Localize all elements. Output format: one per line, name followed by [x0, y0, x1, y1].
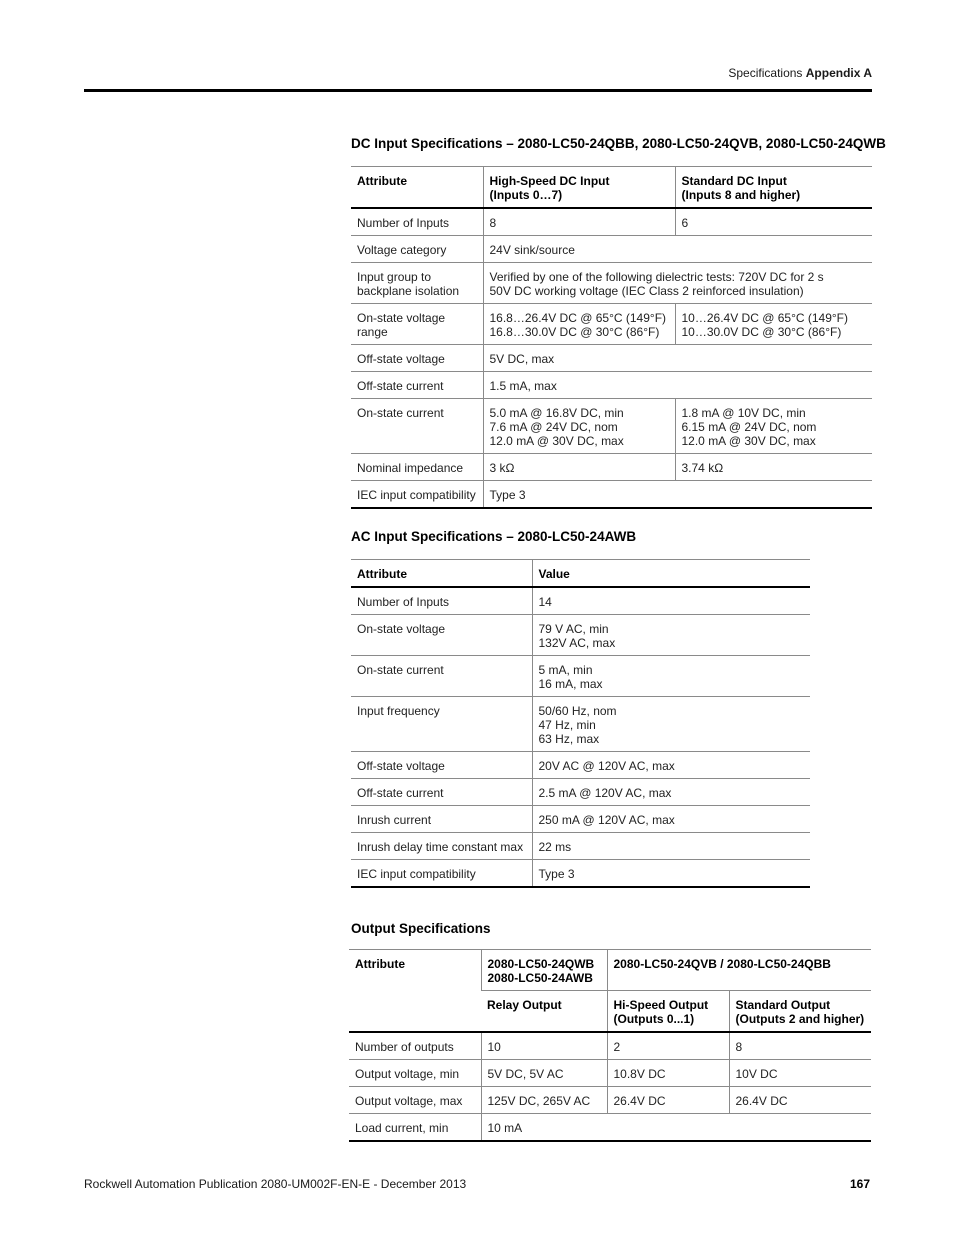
output-header-relay-output	[481, 991, 607, 1033]
table-row	[351, 481, 872, 509]
cell-line: On-state voltage	[357, 622, 446, 636]
cell-line: 20V AC @ 120V AC, max	[538, 759, 675, 773]
attribute-cell	[351, 860, 532, 888]
dc-input-table	[351, 166, 872, 509]
table-row	[349, 1060, 871, 1087]
value-cell	[607, 1032, 729, 1060]
table-row	[351, 454, 872, 481]
cell-line: (Outputs 0...1)	[613, 1012, 695, 1026]
output-header-row-top	[349, 950, 871, 991]
value-cell	[729, 1087, 871, 1114]
cell-line: Output voltage, min	[355, 1067, 460, 1081]
table-row	[351, 304, 872, 345]
cell-line: 10	[487, 1040, 501, 1054]
value-cell	[532, 752, 810, 779]
high-speed-cell	[483, 454, 675, 481]
standard-cell	[675, 304, 872, 345]
cell-line: Hi-Speed Output	[613, 998, 709, 1012]
attribute-cell	[351, 656, 532, 697]
cell-line: Standard Output	[735, 998, 831, 1012]
cell-line: 26.4V DC	[735, 1094, 788, 1108]
attribute-cell	[351, 399, 483, 454]
attribute-cell	[351, 263, 483, 304]
cell-line: 1.5 mA, max	[489, 379, 557, 393]
cell-line: 16.8…26.4V DC @ 65°C (149°F)	[489, 311, 667, 325]
output-header-relay-models	[481, 950, 607, 991]
value-cell	[481, 1114, 871, 1142]
cell-line: 22 ms	[538, 840, 572, 854]
high-speed-cell	[483, 208, 675, 236]
value-cell	[481, 1060, 607, 1087]
value-cell	[481, 1032, 607, 1060]
table-row	[351, 656, 810, 697]
cell-line: (Inputs 8 and higher)	[681, 188, 801, 202]
cell-line: 10…30.0V DC @ 30°C (86°F)	[681, 325, 842, 339]
cell-line: 1.8 mA @ 10V DC, min	[681, 406, 806, 420]
cell-line: 6	[681, 216, 689, 230]
cell-line: 50V DC working voltage (IEC Class 2 reinforced insulation)	[489, 284, 804, 298]
cell-line: Inrush current	[357, 813, 432, 827]
attribute-cell	[351, 454, 483, 481]
table-row	[351, 399, 872, 454]
output-table	[349, 949, 871, 1142]
attribute-cell	[351, 833, 532, 860]
cell-line: backplane isolation	[357, 284, 460, 298]
cell-line: 14	[538, 595, 552, 609]
table-row	[351, 208, 872, 236]
table-row	[349, 1087, 871, 1114]
cell-line: Input frequency	[357, 704, 440, 718]
cell-line: On-state voltage range	[357, 311, 446, 339]
cell-line: (Outputs 2 and higher)	[735, 1012, 865, 1026]
high-speed-cell	[483, 304, 675, 345]
cell-line: On-state current	[357, 406, 444, 420]
value-cell	[532, 833, 810, 860]
cell-line: 47 Hz, min	[538, 718, 596, 732]
cell-line: 2.5 mA @ 120V AC, max	[538, 786, 672, 800]
attribute-cell	[351, 697, 532, 752]
cell-line: Number of Inputs	[357, 216, 450, 230]
cell-line: Type 3	[489, 488, 526, 502]
table-row	[351, 263, 872, 304]
cell-line: Off-state voltage	[357, 352, 445, 366]
cell-line: Off-state current	[357, 379, 444, 393]
value-cell	[532, 779, 810, 806]
value-cell	[481, 1087, 607, 1114]
cell-line: 24V sink/source	[489, 243, 575, 257]
value-cell	[532, 697, 810, 752]
header-section: Specifications	[728, 66, 803, 80]
ac-header-value: Value	[532, 560, 810, 588]
cell-line: Attribute	[357, 174, 407, 188]
attribute-cell	[351, 615, 532, 656]
attribute-cell	[351, 345, 483, 372]
ac-header-attribute: Attribute	[351, 560, 532, 588]
running-header	[728, 66, 872, 80]
cell-line: 5 mA, min	[538, 663, 593, 677]
table-row	[351, 615, 810, 656]
value-cell	[532, 587, 810, 615]
cell-line: 5V DC, 5V AC	[487, 1067, 564, 1081]
cell-line: 10V DC	[735, 1067, 778, 1081]
table-row	[351, 806, 810, 833]
cell-line: 2080-LC50-24QWB	[487, 957, 595, 971]
output-table-title: Output Specifications	[351, 921, 491, 936]
cell-line: Verified by one of the following dielectric tests: 720V DC for 2 s	[489, 270, 824, 284]
cell-line: 63 Hz, max	[538, 732, 600, 746]
cell-line: (Inputs 0…7)	[489, 188, 563, 202]
cell-line: IEC input compatibility	[357, 867, 476, 881]
table-row	[351, 372, 872, 399]
output-header-attribute: Attribute	[349, 950, 481, 1033]
cell-line: Relay Output	[487, 998, 562, 1012]
cell-line: 6.15 mA @ 24V DC, nom	[681, 420, 817, 434]
dc-header-standard	[675, 167, 872, 209]
cell-line: Input group to	[357, 270, 432, 284]
value-cell	[729, 1060, 871, 1087]
cell-line: 50/60 Hz, nom	[538, 704, 617, 718]
cell-line: Output voltage, max	[355, 1094, 463, 1108]
footer-publication: Rockwell Automation Publication 2080-UM002F-EN-E - December 2013	[84, 1177, 467, 1191]
value-cell	[483, 372, 872, 399]
value-cell	[483, 236, 872, 263]
cell-line: On-state current	[357, 663, 444, 677]
cell-line: Off-state voltage	[357, 759, 445, 773]
cell-line: 5V DC, max	[489, 352, 555, 366]
cell-line: 16 mA, max	[538, 677, 603, 691]
table-row	[351, 752, 810, 779]
table-row	[349, 1032, 871, 1060]
attribute-cell	[351, 587, 532, 615]
cell-line: 10 mA	[487, 1121, 523, 1135]
high-speed-cell	[483, 399, 675, 454]
cell-line: Type 3	[538, 867, 575, 881]
ac-table-title: AC Input Specifications – 2080-LC50-24AWB	[351, 529, 637, 544]
cell-line: 16.8…30.0V DC @ 30°C (86°F)	[489, 325, 660, 339]
header-rule	[84, 89, 872, 92]
cell-line: 10.8V DC	[613, 1067, 666, 1081]
attribute-cell	[351, 236, 483, 263]
cell-line: 250 mA @ 120V AC, max	[538, 813, 675, 827]
cell-line: IEC input compatibility	[357, 488, 476, 502]
table-row	[351, 236, 872, 263]
cell-line: High-Speed DC Input	[489, 174, 610, 188]
value-cell	[607, 1060, 729, 1087]
value-cell	[483, 345, 872, 372]
dc-header-row	[351, 167, 872, 209]
table-row	[351, 697, 810, 752]
cell-line: 10…26.4V DC @ 65°C (149°F)	[681, 311, 849, 325]
cell-line: 12.0 mA @ 30V DC, max	[681, 434, 816, 448]
cell-line: 7.6 mA @ 24V DC, nom	[489, 420, 618, 434]
value-cell	[607, 1087, 729, 1114]
cell-line: 8	[489, 216, 497, 230]
attribute-cell	[349, 1032, 481, 1060]
attribute-cell	[351, 752, 532, 779]
output-header-standard-output	[729, 991, 871, 1033]
attribute-cell	[351, 304, 483, 345]
cell-line: 26.4V DC	[613, 1094, 666, 1108]
cell-line: Load current, min	[355, 1121, 449, 1135]
table-row	[351, 779, 810, 806]
value-cell	[532, 656, 810, 697]
dc-table-title: DC Input Specifications – 2080-LC50-24QBB, 2080-LC50-24QVB, 2080-LC50-24QWB	[351, 136, 886, 151]
cell-line: Inrush delay time constant max	[357, 840, 524, 854]
value-cell	[729, 1032, 871, 1060]
cell-line: 12.0 mA @ 30V DC, max	[489, 434, 624, 448]
ac-header-row	[351, 560, 810, 588]
dc-header-attribute	[351, 167, 483, 209]
attribute-cell	[349, 1087, 481, 1114]
cell-line: 3.74 kΩ	[681, 461, 724, 475]
cell-line: Number of outputs	[355, 1040, 454, 1054]
cell-line: 132V AC, max	[538, 636, 616, 650]
cell-line: 5.0 mA @ 16.8V DC, min	[489, 406, 624, 420]
value-cell	[483, 263, 872, 304]
attribute-cell	[351, 208, 483, 236]
cell-line: Voltage category	[357, 243, 447, 257]
value-cell	[483, 481, 872, 509]
cell-line: Off-state current	[357, 786, 444, 800]
cell-line: Nominal impedance	[357, 461, 464, 475]
attribute-cell	[351, 779, 532, 806]
dc-header-high-speed	[483, 167, 675, 209]
output-header-hi-speed-output	[607, 991, 729, 1033]
output-header-dc-models: 2080-LC50-24QVB / 2080-LC50-24QBB	[607, 950, 871, 991]
ac-input-table	[351, 559, 810, 888]
cell-line: 8	[735, 1040, 743, 1054]
table-row	[351, 860, 810, 888]
standard-cell	[675, 208, 872, 236]
table-row	[349, 1114, 871, 1142]
table-row	[351, 587, 810, 615]
attribute-cell	[351, 481, 483, 509]
value-cell	[532, 615, 810, 656]
value-cell	[532, 806, 810, 833]
attribute-cell	[351, 372, 483, 399]
cell-line: 125V DC, 265V AC	[487, 1094, 591, 1108]
value-cell	[532, 860, 810, 888]
standard-cell	[675, 454, 872, 481]
header-appendix: Appendix A	[805, 66, 872, 80]
attribute-cell	[351, 806, 532, 833]
attribute-cell	[349, 1114, 481, 1142]
cell-line: 2080-LC50-24AWB	[487, 971, 593, 985]
cell-line: Number of Inputs	[357, 595, 450, 609]
cell-line: 3 kΩ	[489, 461, 515, 475]
page-number: 167	[849, 1177, 870, 1191]
cell-line: Standard DC Input	[681, 174, 787, 188]
standard-cell	[675, 399, 872, 454]
table-row	[351, 345, 872, 372]
cell-line: 79 V AC, min	[538, 622, 609, 636]
cell-line: 2	[613, 1040, 621, 1054]
table-row	[351, 833, 810, 860]
attribute-cell	[349, 1060, 481, 1087]
